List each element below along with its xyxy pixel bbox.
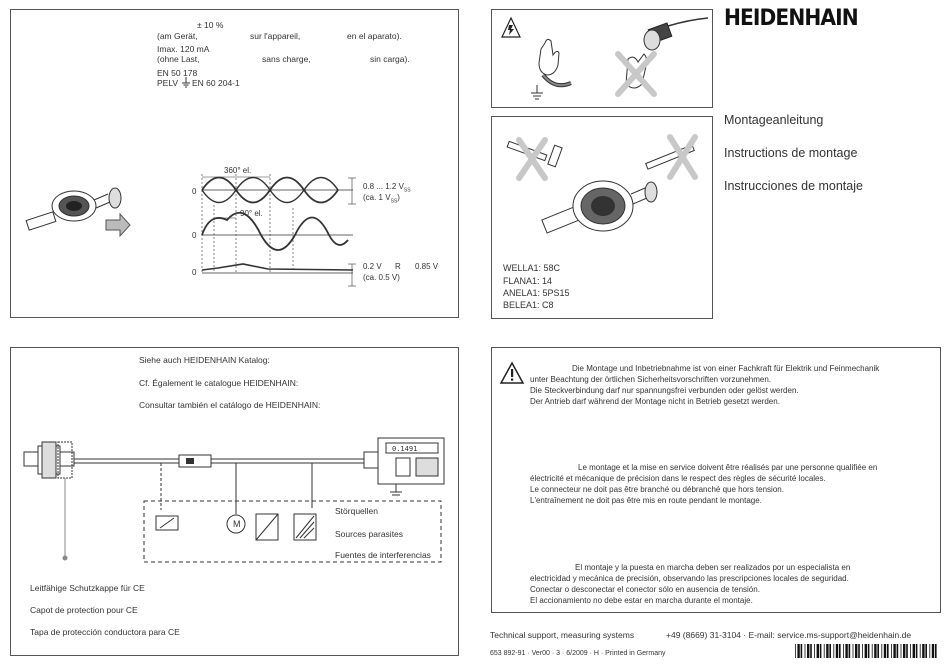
- barcode-bar: [897, 644, 899, 658]
- model-flana1: FLANA1: 14: [503, 276, 553, 286]
- barcode-bar: [807, 644, 809, 658]
- barcode-bar: [801, 644, 803, 658]
- spec-tolerance: ± 10 %: [197, 20, 224, 30]
- barcode-bar: [925, 644, 927, 658]
- barcode-bar: [855, 644, 857, 658]
- barcode-bar: [929, 644, 930, 658]
- barcode-bar: [843, 644, 844, 658]
- barcode-bar: [906, 644, 908, 658]
- hand-ground-illustration: [525, 35, 585, 100]
- barcode-bar: [891, 644, 892, 658]
- barcode-bar: [901, 644, 902, 658]
- barcode-bar: [820, 644, 822, 658]
- heidenhain-logo: HEIDENHAIN: [724, 6, 858, 31]
- barcode-bar: [877, 644, 879, 658]
- barcode-bar: [814, 644, 815, 658]
- barcode-bar: [884, 644, 886, 658]
- ref-high: 0.85 V: [415, 262, 439, 271]
- warning-de: Die Montage und Inbetriebnahme ist von einer Fachkraft für Elektrik und Feinmechanik unter Beachtung der örtlichen Sicherheitsvorschriften vorzunehmen. Die Steckverbindung darf nur spannungsfrei verbunden oder gelöst werden. Der Antrieb darf während der Montage nicht in Betrieb gesetzt werden.: [530, 364, 880, 406]
- document-number: 653 892-91 · Ver00 · 3 · 6/2009 · H · Printed in Germany: [490, 650, 666, 657]
- wiring-diagram: [24, 438, 449, 568]
- cap-de: Leitfähige Schutzkappe für CE: [30, 583, 145, 593]
- barcode-bar: [903, 644, 905, 658]
- axis-zero-2: 0: [192, 231, 197, 240]
- cap-fr: Capot de protection pour CE: [30, 605, 138, 615]
- barcode-bar: [817, 644, 819, 658]
- barcode-icon: [795, 644, 940, 659]
- model-anela1: ANELA1: 5PS15: [503, 288, 570, 298]
- barcode-bar: [797, 644, 799, 658]
- catalog-fr: Cf. Également le catalogue HEIDENHAIN:: [139, 378, 299, 388]
- spec-sur-appareil: sur l'appareil,: [250, 31, 301, 41]
- ref-r: R: [395, 262, 401, 271]
- barcode-bar: [920, 644, 921, 658]
- spec-en50178: EN 50 178: [157, 68, 198, 78]
- barcode-bar: [893, 644, 895, 658]
- warning-es: El montaje y la puesta en marcha deben ser realizados por un especialista en electricidad y mecánica de precisión, observando las prescripciones locales de seguridad. Conectar o desconectar el conector sólo en ausencia de tensión. El accionamiento no debe estar en marcha durante el montaje.: [530, 563, 851, 605]
- barcode-bar: [839, 644, 841, 658]
- interference-fr: Sources parasites: [335, 529, 404, 539]
- barcode-bar: [913, 644, 915, 658]
- warning-fr: Le montage et la mise en service doivent être réalisés par une personne qualifiée en électricité et mécanique de précision dans le respect des règles de sécurité locales. Le connecteur ne doit pas être branché ou débranché que hors tension. L'entraînement ne doit pas être mis en route pendant le montage.: [530, 463, 878, 505]
- no-touch-connector-illustration: [608, 14, 710, 104]
- barcode-bar: [881, 644, 882, 658]
- spec-en-aparato: en el aparato).: [347, 31, 402, 41]
- axis-zero-3: 0: [192, 268, 197, 277]
- catalog-de: Siehe auch HEIDENHAIN Katalog:: [139, 355, 270, 365]
- support-contact[interactable]: +49 (8669) 31-3104 · E-mail: service.ms-support@heidenhain.de: [666, 630, 912, 640]
- barcode-bar: [922, 644, 924, 658]
- barcode-bar: [805, 644, 806, 658]
- barcode-bar: [932, 644, 934, 658]
- barcode-bar: [829, 644, 831, 658]
- barcode-bar: [872, 644, 873, 658]
- barcode-bar: [858, 644, 860, 658]
- barcode-bar: [935, 644, 937, 658]
- barcode-bar: [887, 644, 889, 658]
- cap-es: Tapa de protección conductora para CE: [30, 627, 180, 637]
- motor-label: M: [233, 519, 241, 529]
- axis-zero-1: 0: [192, 187, 197, 196]
- support-label: Technical support, measuring systems: [490, 630, 635, 640]
- label-360-deg: 360° el.: [224, 166, 252, 175]
- spec-en60204: EN 60 204-1: [192, 78, 240, 88]
- signal-diagram: [188, 160, 448, 295]
- spec-sans-charge: sans charge,: [262, 54, 311, 64]
- barcode-bar: [853, 644, 854, 658]
- interference-es: Fuentes de interferencias: [335, 550, 431, 560]
- ground-icon: [181, 77, 191, 88]
- barcode-bar: [862, 644, 863, 658]
- warning-triangle-icon: [500, 362, 524, 384]
- mounting-illustration: [505, 132, 710, 262]
- ref-typical: (ca. 0.5 V): [363, 273, 400, 282]
- barcode-bar: [865, 644, 867, 658]
- title-de: Montageanleitung: [724, 113, 824, 127]
- barcode-bar: [824, 644, 825, 658]
- amplitude-typical: (ca. 1 $V_{SS}$): [363, 193, 400, 205]
- label-90-deg: 90° el.: [240, 209, 263, 218]
- ref-low: 0.2 V: [363, 262, 382, 271]
- model-wella1: WELLA1: 58C: [503, 263, 561, 273]
- amplitude-range: 0.8 ... 1.2 $V_{SS}$: [363, 182, 411, 194]
- display-readout: 0.1491: [392, 445, 418, 453]
- spec-am-geraet: (am Gerät,: [157, 31, 198, 41]
- spec-ohne-last: (ohne Last,: [157, 54, 200, 64]
- barcode-bar: [810, 644, 812, 658]
- spec-imax: Imax. 120 mA: [157, 44, 210, 54]
- spec-pelv: PELV: [157, 78, 179, 88]
- barcode-bar: [836, 644, 838, 658]
- barcode-bar: [849, 644, 851, 658]
- title-fr: Instructions de montage: [724, 146, 858, 160]
- encoder-rotation-illustration: [22, 180, 137, 250]
- barcode-bar: [910, 644, 911, 658]
- title-es: Instrucciones de montaje: [724, 179, 863, 193]
- model-belea1: BELEA1: C8: [503, 300, 554, 310]
- barcode-bar: [795, 644, 796, 658]
- barcode-bar: [874, 644, 876, 658]
- barcode-bar: [868, 644, 870, 658]
- barcode-bar: [826, 644, 828, 658]
- spec-sin-carga: sin carga).: [370, 54, 410, 64]
- barcode-bar: [833, 644, 834, 658]
- barcode-bar: [845, 644, 847, 658]
- barcode-bar: [916, 644, 918, 658]
- catalog-es: Consultar también el catálogo de HEIDENHAIN:: [139, 400, 321, 410]
- esd-warning-icon: [501, 17, 521, 39]
- interference-de: Störquellen: [335, 506, 379, 516]
